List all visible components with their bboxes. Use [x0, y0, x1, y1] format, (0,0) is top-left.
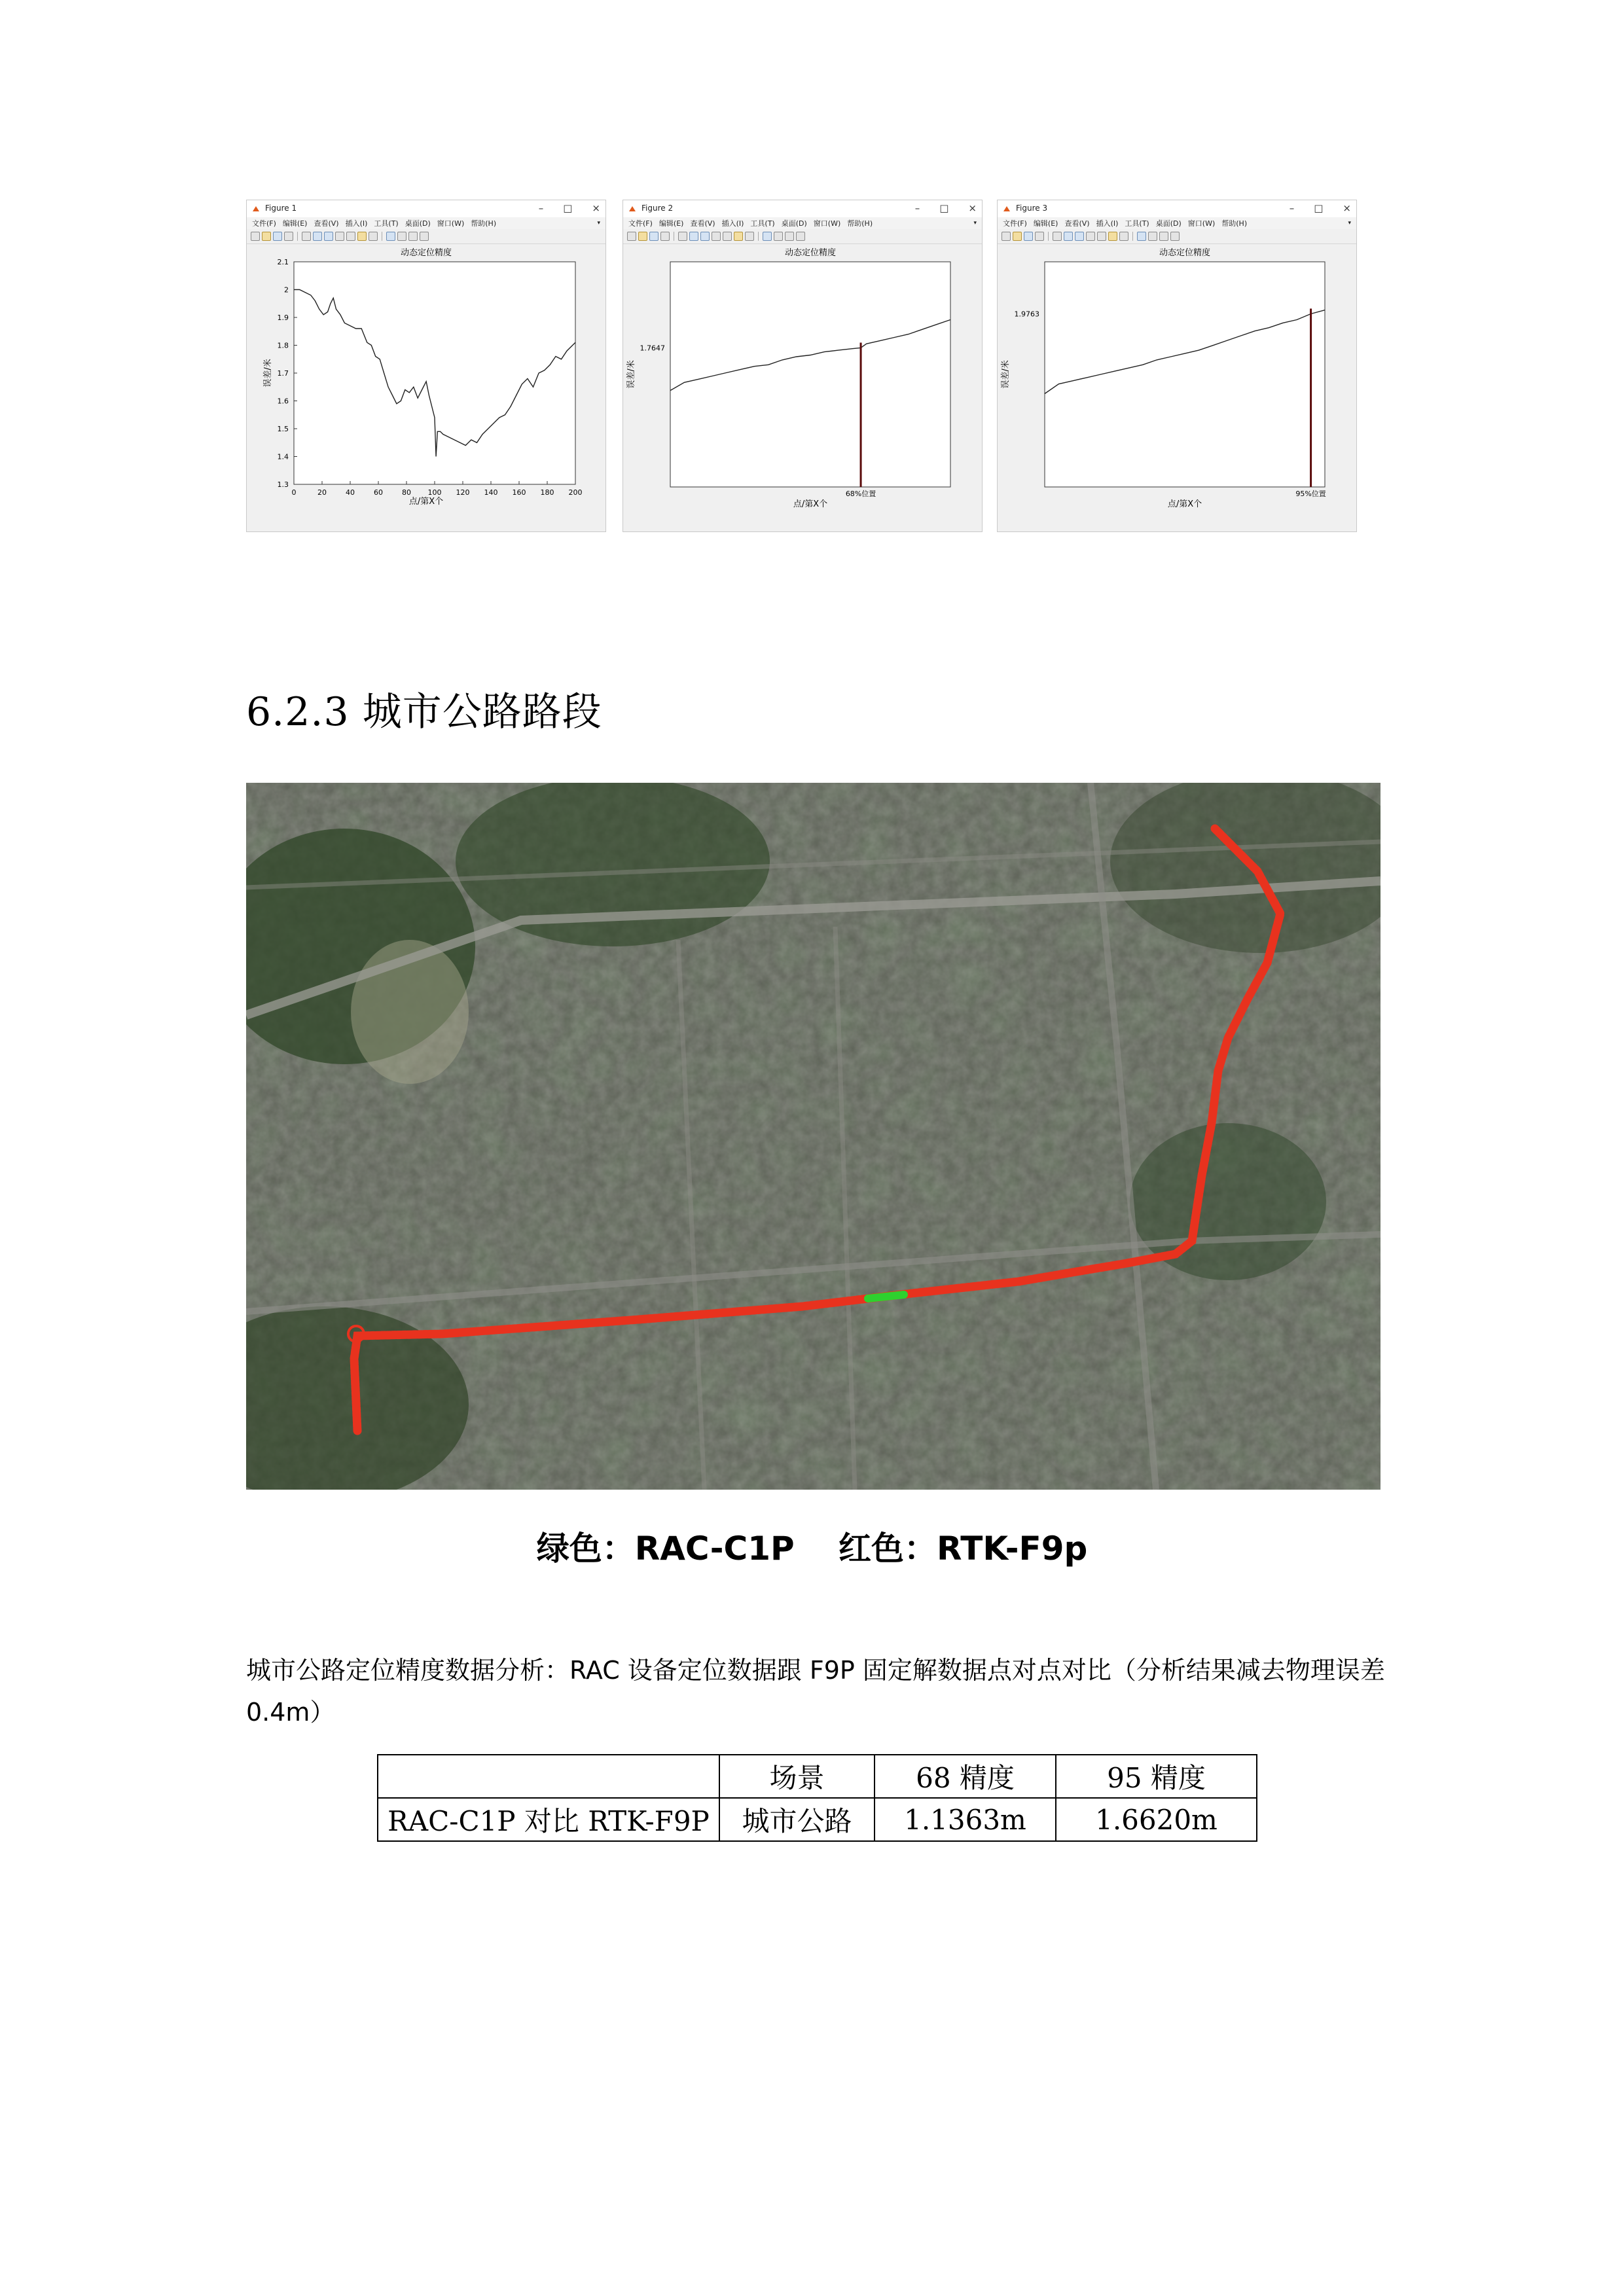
brush-icon[interactable] [369, 232, 378, 241]
chart-figure-3 [998, 243, 1356, 531]
print-icon[interactable] [660, 232, 670, 241]
analysis-paragraph: 城市公路定位精度数据分析：RAC 设备定位数据跟 F9P 固定解数据点对点对比（分析结果减去物理误差 0.4m） [246, 1656, 1385, 1727]
minimize-icon[interactable]: – [914, 202, 920, 214]
new-figure-icon[interactable] [627, 232, 636, 241]
marker-label: 68%位置 [845, 490, 876, 498]
chart-figure-1 [247, 243, 605, 531]
print-icon[interactable] [1035, 232, 1044, 241]
x-tick-label: 80 [402, 488, 411, 497]
menu-item[interactable]: 帮助(H) [1221, 219, 1248, 228]
legend-icon[interactable] [408, 232, 418, 241]
save-icon[interactable] [273, 232, 282, 241]
new-figure-icon[interactable] [251, 232, 260, 241]
menu-item[interactable]: 桌面(D) [781, 219, 807, 228]
toolbar [623, 229, 982, 244]
menu-item[interactable]: 插入(I) [1096, 219, 1119, 228]
menu-item[interactable]: 文件(F) [628, 219, 653, 228]
menu-item[interactable]: 工具(T) [750, 219, 775, 228]
close-icon[interactable]: × [1343, 202, 1351, 214]
window-title: Figure 3 [1016, 204, 1048, 213]
open-icon[interactable] [262, 232, 271, 241]
pointer-icon[interactable] [1053, 232, 1062, 241]
brush-icon[interactable] [1119, 232, 1128, 241]
pan-icon[interactable] [335, 232, 344, 241]
menu-item[interactable]: 桌面(D) [405, 219, 431, 228]
window-title: Figure 2 [641, 204, 674, 213]
matlab-icon [252, 205, 260, 213]
minimize-icon[interactable]: – [538, 202, 544, 214]
toolbar [247, 229, 605, 244]
y-axis-label: 误差/米 [263, 359, 273, 387]
table-header-cell: 场景 [719, 1755, 875, 1798]
rotate-icon[interactable] [346, 232, 355, 241]
print-icon[interactable] [284, 232, 293, 241]
pointer-icon[interactable] [302, 232, 311, 241]
map-legend-caption: 绿色：RAC-C1P 红色：RTK-F9p [536, 1530, 1088, 1568]
zoom-out-icon[interactable] [324, 232, 333, 241]
menu-item[interactable]: 查看(V) [314, 219, 339, 228]
section-heading: 6.2.3 城市公路路段 [246, 689, 602, 735]
x-tick-label: 60 [374, 488, 383, 497]
new-figure-icon[interactable] [1001, 232, 1011, 241]
x-tick-label: 100 [427, 488, 442, 497]
title-bar[interactable] [998, 200, 1356, 217]
window-title: Figure 1 [265, 204, 297, 213]
table-header-cell: 68 精度 [875, 1755, 1056, 1798]
plot-area [1045, 262, 1325, 487]
y-tick-label: 2.1 [277, 258, 289, 266]
y-tick-label: 1.7647 [640, 344, 665, 353]
table-cell: 1.1363m [875, 1798, 1056, 1841]
table-row [378, 1798, 1257, 1841]
rotate-icon[interactable] [1097, 232, 1106, 241]
zoom-out-icon[interactable] [700, 232, 710, 241]
menu-item[interactable]: 桌面(D) [1155, 219, 1182, 228]
open-icon[interactable] [1013, 232, 1022, 241]
accuracy-table [377, 1754, 1257, 1842]
chart-title: 动态定位精度 [400, 248, 452, 258]
minimize-icon[interactable]: – [1289, 202, 1295, 214]
zoom-in-icon[interactable] [313, 232, 322, 241]
y-tick-label: 1.9763 [1014, 310, 1039, 319]
menu-bar [623, 217, 982, 229]
x-tick-label: 180 [540, 488, 554, 497]
data-cursor-icon[interactable] [357, 232, 367, 241]
menu-bar [247, 217, 605, 229]
menu-item[interactable]: 查看(V) [690, 219, 715, 228]
y-tick-label: 1.7 [277, 369, 289, 378]
close-icon[interactable]: × [968, 202, 977, 214]
legend-icon[interactable] [785, 232, 794, 241]
link-icon[interactable] [763, 232, 772, 241]
separator [297, 232, 298, 241]
menu-item[interactable]: 文件(F) [1003, 219, 1027, 228]
menu-item[interactable]: 窗口(W) [437, 219, 465, 228]
close-icon[interactable]: × [592, 202, 600, 214]
menu-item[interactable]: 编辑(E) [1033, 219, 1058, 228]
matlab-icon [628, 205, 636, 213]
separator [1132, 232, 1133, 241]
menu-item[interactable]: 帮助(H) [471, 219, 497, 228]
hide-tools-icon[interactable] [420, 232, 429, 241]
x-axis-label: 点/第X个 [408, 497, 444, 507]
x-tick-label: 200 [568, 488, 583, 497]
toolbar [998, 229, 1356, 244]
colorbar-icon[interactable] [397, 232, 406, 241]
menu-item[interactable]: 工具(T) [1125, 219, 1149, 228]
y-tick-label: 1.3 [277, 480, 289, 489]
figure-window-1 [246, 200, 606, 532]
plot-area [670, 262, 950, 487]
brush-icon[interactable] [745, 232, 754, 241]
figure-window-3 [997, 200, 1357, 532]
x-tick-label: 140 [484, 488, 498, 497]
chevron-down-icon[interactable]: ▾ [597, 220, 600, 226]
x-tick-label: 40 [346, 488, 355, 497]
hide-tools-icon[interactable] [796, 232, 805, 241]
rotate-icon[interactable] [723, 232, 732, 241]
chart-figure-2 [623, 243, 982, 531]
y-tick-label: 1.6 [277, 397, 289, 406]
table-header-cell [378, 1755, 719, 1798]
open-icon[interactable] [638, 232, 647, 241]
menu-item[interactable]: 窗口(W) [813, 219, 841, 228]
y-tick-label: 1.8 [277, 341, 289, 350]
colorbar-icon[interactable] [774, 232, 783, 241]
x-tick-label: 160 [512, 488, 526, 497]
y-tick-label: 1.9 [277, 314, 289, 322]
chevron-down-icon[interactable]: ▾ [973, 220, 977, 226]
zoom-in-icon[interactable] [689, 232, 698, 241]
menu-item[interactable]: 文件(F) [252, 219, 276, 228]
table-header-cell: 95 精度 [1056, 1755, 1257, 1798]
pan-icon[interactable] [1086, 232, 1095, 241]
rac-c1p-track [868, 1295, 904, 1299]
menu-item[interactable]: 编辑(E) [282, 219, 308, 228]
menu-item[interactable]: 插入(I) [721, 219, 744, 228]
zoom-in-icon[interactable] [1064, 232, 1073, 241]
link-icon[interactable] [1137, 232, 1146, 241]
marker-label: 95%位置 [1295, 490, 1326, 498]
title-bar[interactable] [623, 200, 982, 217]
menu-item[interactable]: 工具(T) [374, 219, 399, 228]
figure-window-2 [623, 200, 983, 532]
chevron-down-icon[interactable]: ▾ [1348, 220, 1351, 226]
save-icon[interactable] [649, 232, 659, 241]
maximize-icon[interactable]: □ [563, 202, 573, 214]
x-tick-label: 0 [291, 488, 297, 497]
table-cell: 城市公路 [719, 1798, 875, 1841]
hide-tools-icon[interactable] [1170, 232, 1180, 241]
menu-item[interactable]: 窗口(W) [1187, 219, 1216, 228]
menu-item[interactable]: 插入(I) [345, 219, 368, 228]
x-axis-label: 点/第X个 [1167, 499, 1202, 509]
data-cursor-icon[interactable] [1108, 232, 1117, 241]
x-axis-label: 点/第X个 [793, 499, 828, 509]
y-tick-label: 2 [284, 285, 289, 295]
colorbar-icon[interactable] [1148, 232, 1157, 241]
zoom-out-icon[interactable] [1075, 232, 1084, 241]
satellite-map [246, 783, 1380, 1490]
matlab-icon [1003, 205, 1011, 213]
separator [1048, 232, 1049, 241]
menu-bar [998, 217, 1356, 229]
pan-icon[interactable] [712, 232, 721, 241]
table-header-row [378, 1755, 1257, 1798]
save-icon[interactable] [1024, 232, 1033, 241]
separator [758, 232, 759, 241]
table-cell: RAC-C1P 对比 RTK-F9P [378, 1798, 719, 1841]
link-icon[interactable] [386, 232, 395, 241]
y-axis-label: 误差/米 [1001, 360, 1011, 389]
maximize-icon[interactable]: □ [939, 202, 949, 214]
chart-title: 动态定位精度 [1159, 248, 1211, 258]
y-tick-label: 1.5 [277, 425, 289, 433]
plot-area [294, 262, 575, 484]
maximize-icon[interactable]: □ [1314, 202, 1324, 214]
chart-title: 动态定位精度 [784, 248, 837, 258]
y-axis-label: 误差/米 [626, 360, 636, 389]
menu-item[interactable]: 编辑(E) [659, 219, 684, 228]
x-tick-label: 120 [456, 488, 470, 497]
x-tick-label: 20 [317, 488, 327, 497]
data-cursor-icon[interactable] [734, 232, 743, 241]
pointer-icon[interactable] [678, 232, 687, 241]
legend-icon[interactable] [1159, 232, 1168, 241]
title-bar[interactable] [247, 200, 605, 217]
menu-item[interactable]: 帮助(H) [847, 219, 873, 228]
table-cell: 1.6620m [1056, 1798, 1257, 1841]
menu-item[interactable]: 查看(V) [1064, 219, 1090, 228]
y-tick-label: 1.4 [277, 452, 289, 461]
